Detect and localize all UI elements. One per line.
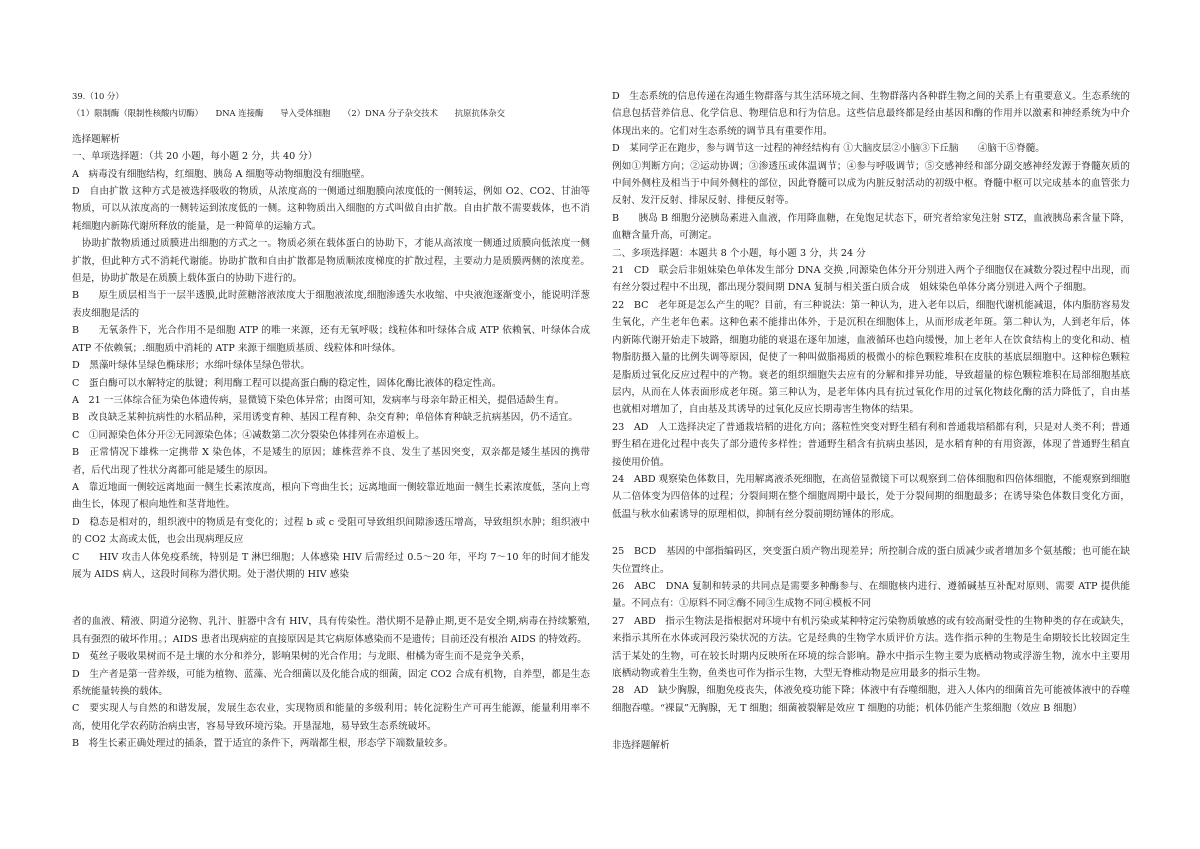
answer-paragraph: D 菟丝子吸收果树而不是土壤的水分和养分，影响果树的光合作用；与龙眼、柑橘为寄生而不是竞争关系， xyxy=(72,651,531,663)
answer-paragraph: 27 ABD 指示生物法是指根据对环境中有机污染或某种特定污染物质敏感的或有较高耐受性的生物种类的存在或缺失，来指示其所在水体或河段污染状况的方法。它是经典的生物学水质评价方法。选作指示种的生物是生命期较长比较固定生活于某处的生物，可在较长时期内反映所在环境的综合影响。静水中指示生物主要为底栖动物或浮游生物，流水中主要用底栖动物或着生生物，鱼类也可作为指示生物，大型无脊椎动物是应用最多的指示生物。 xyxy=(612,615,1130,679)
answer-paragraph: B 改良缺乏某种抗病性的水稻品种，采用诱变育种、基因工程育种、杂交育种；单倍体育种缺乏抗病基因，仍不适宜。 xyxy=(72,412,578,424)
section-one-heading: 一、单项选择题：（共 20 小题，每小题 2 分，共 40 分） xyxy=(72,151,318,163)
q39-title: 39.（10 分） xyxy=(72,91,124,101)
section-two-heading: 二、多项选择题：本题共 8 个小题，每小题 3 分，共 24 分 xyxy=(612,247,866,259)
answer-paragraph: D 自由扩散 这种方式是被选择吸收的物质，从浓度高的一侧通过细胞膜向浓度低的一侧转运，例如 O2、CO2、甘油等物质，可以从浓度高的一侧转运到浓度低的一侧。这种物质出入细胞的方式叫做自由扩散。自由扩散不需要载体，也不消耗细胞内新陈代谢所释放的能量，是一种简单的运输方式。 xyxy=(72,186,590,232)
answer-paragraph: D 黑藻叶绿体呈绿色椭球形；水绵叶绿体呈绿色带状。 xyxy=(72,360,310,372)
left-answers-continued xyxy=(72,613,590,752)
left-answers xyxy=(72,166,590,584)
answer-paragraph: C HIV 攻击人体免疫系统，特别是 T 淋巴细胞；人体感染 HIV 后需经过 0.5～20 年，平均 7～10 年的时间才能发展为 AIDS 病人，这段时间称为潜伏期。处于潜伏期的 HIV 感染 xyxy=(72,551,590,580)
answer-paragraph: A 靠近地面一侧较远离地面一侧生长素浓度高，根向下弯曲生长；远离地面一侧较靠近地面一侧生长素浓度低，茎向上弯曲生长，体现了根向地性和茎背地性。 xyxy=(72,481,590,511)
right-column xyxy=(612,88,1130,755)
section-three-heading: 非选择题解析 xyxy=(612,740,670,752)
answer-paragraph: B 正常情况下雄株一定携带 X 染色体，不是矮生的原因；雄株营养不良、发生了基因突变，双亲都是矮生基因的携带者，后代出现了性状分离都可能是矮生的原因。 xyxy=(72,447,590,476)
answer-paragraph: 22 BC 老年斑是怎么产生的呢？目前，有三种说法：第一种认为，进入老年以后，细胞代谢机能减退，体内脂肪容易发生氧化，产生老年色素。这种色素不能排出体外，于是沉积在细胞体上，从而形成老年斑。第二种认为，人到老年后，体内新陈代谢开始走下坡路，细胞功能的衰退在逐年加速，血液循环也趋向缓慢，加上老年人在饮食结构上的变化和动、植物脂肪摄入量的比例失调等原因，促使了一种叫做脂褐质的极微小的棕色颗粒堆积在皮肤的基底层细胞中。这种棕色颗粒是脂质过氧化反应过程中的产物。衰老的组织细胞失去应有的分解和排异功能，导致超量的棕色颗粒堆积在局部细胞基底层内，从而在人体表面形成老年斑。第三种认为，是老年体内具有抗过氧化作用的过氧化物歧化酶的活力降低了，自由基也就相对增加了，自由基及其诱导的过氧化反应长期毒害生物体的结果。 xyxy=(612,299,1130,416)
answer-paragraph: D 某同学正在跑步，参与调节这一过程的神经结构有 ①大脑皮层②小脑③下丘脑 ④脑干⑤脊髓。 xyxy=(612,143,1045,155)
answer-paragraph: 协助扩散物质通过质膜进出细胞的方式之一。物质必须在载体蛋白的协助下，才能从高浓度一侧通过质膜向低浓度一侧扩散，但此种方式不消耗代谢能。协助扩散和自由扩散都是物质顺浓度梯度的扩散过程，主要动力是质膜两侧的浓度差。但是，协助扩散是在质膜上载体蛋白的协助下进行的。 xyxy=(72,238,590,285)
q39-answer: （1）限制酶（限制性核酸内切酶） DNA 连接酶 导入受体细胞 （2）DNA 分子杂交技术 抗原抗体杂交 xyxy=(72,108,506,119)
answer-paragraph: D 生态系统的信息传递在沟通生物群落与其生活环境之间、生物群落内各种群生物之间的关系上有重要意义。生态系统的信息包括营养信息、化学信息、物理信息和行为信息。这些信息最终都是经由基因和酶的作用并以激素和神经系统为中介体现出来的。它们对生态系统的调节具有重要作用。 xyxy=(612,91,1130,137)
answer-paragraph: 28 AD 缺少胸腺，细胞免疫丧失，体液免疫功能下降；体液中有吞噬细胞，进入人体内的细菌首先可能被体液中的吞噬细胞吞噬。“裸鼠”无胸腺，无 T 细胞；细菌被裂解是效应 T 细胞的功能；机体仍能产生浆细胞（效应 B 细胞） xyxy=(612,685,1130,714)
answer-paragraph: 者的血液、精液、阴道分泌物、乳汁、脏器中含有 HIV，具有传染性。潜伏期不是静止期,更不是安全期,病毒在持续繁殖,具有强烈的破坏作用。；AIDS 患者出现病症的直接原因是其它病原体感染而不是遗传；目前还没有根治 AIDS 的特效药。 xyxy=(72,616,590,645)
multiple-choice-answers-continued xyxy=(612,543,1130,717)
answer-paragraph: D 稳态是相对的，组织液中的物质是有变化的；过程 b 或 c 受阻可导致组织间隙渗透压增高，导致组织水肿；组织液中的 CO2 太高或太低，也会出现病理反应 xyxy=(72,516,590,546)
answer-paragraph: 24 ABD 观察染色体数目，先用解离液杀死细胞，在高倍显微镜下可以观察到二倍体细胞和四倍体细胞，不能观察到细胞从二倍体变为四倍体的过程；分裂间期在整个细胞周期中最长，处于分裂间期的细胞最多；在诱导染色体数目变化方面，低温与秋水仙素诱导的原理相似，抑制有丝分裂前期纺锤体的形成。 xyxy=(612,473,1130,520)
answer-paragraph: C 要实现人与自然的和谐发展，发展生态农业，实现物质和能量的多级利用；转化淀粉生产可再生能源，能量利用率不高，使用化学农药防治病虫害，容易导致环境污染。开垦湿地，易导致生态系统破坏。 xyxy=(72,703,590,732)
answer-paragraph: B 原生质层相当于一层半透膜,此时蔗糖溶液浓度大于细胞液浓度,细胞渗透失水收缩、中央液泡逐渐变小，能说明洋葱表皮细胞是活的 xyxy=(72,290,590,319)
answer-paragraph: 例如①判断方向；②运动协调；③渗透压或体温调节；④参与呼吸调节；⑤交感神经和部分副交感神经发源于脊髓灰质的中间外侧柱及相当于中间外侧柱的部位，因此脊髓可以成为内脏反射活动的初级中枢。脊髓中枢可以完成基本的血管张力反射、发汗反射、排尿反射、排便反射等。 xyxy=(612,160,1130,207)
answer-paragraph: A 病毒没有细胞结构，红细胞、胰岛 A 细胞等动物细胞没有细胞壁。 xyxy=(72,168,371,180)
answer-paragraph: A 21 一三体综合征为染色体遗传病，显微镜下染色体异常；由图可知，发病率与母亲年龄正相关，提倡适龄生育。 xyxy=(72,394,565,406)
left-column xyxy=(72,88,590,753)
answer-paragraph: D 生产者是第一营养级，可能为植物、蓝藻、光合细菌以及化能合成的细菌，固定 CO2 合成有机物，自养型，都是生态系统能量转换的载体。 xyxy=(72,668,590,697)
answer-paragraph: B 无氧条件下，光合作用不是细胞 ATP 的唯一来源，还有无氧呼吸；线粒体和叶绿体合成 ATP 依赖氧、叶绿体合成 ATP 不依赖氧；.细胞质中消耗的 ATP 来源于细胞质基质、线粒体和叶绿体。 xyxy=(72,325,590,354)
answer-paragraph: 25 BCD 基因的中部指编码区，突变蛋白质产物出现差异；所控制合成的蛋白质减少或者增加多个氨基酸；也可能在缺失位置终止。 xyxy=(612,546,1130,575)
right-answers xyxy=(612,88,1130,245)
answer-paragraph: B 胰岛 B 细胞分泌胰岛素进入血液，作用降血糖，在兔饱足状态下，研究者给家兔注射 STZ，血液胰岛素含量下降，血糖含量升高，可测定。 xyxy=(612,212,1130,242)
answer-paragraph: 26 ABC DNA 复制和转录的共同点是需要多种酶参与、在细胞核内进行、遵循碱基互补配对原则、需要 ATP 提供能量。不同点有：①原料不同②酶不同③生成物不同④模板不同 xyxy=(612,580,1130,610)
answer-paragraph: B 将生长素正确处理过的插条，置于适宜的条件下，两端都生根，形态学下端数量较多。 xyxy=(72,738,454,750)
answer-paragraph: C 蛋白酶可以水解特定的肽键；利用酶工程可以提高蛋白酶的稳定性，固体化酶比液体的稳定性高。 xyxy=(72,377,502,389)
answer-paragraph: 21 CD 联会后非姐妹染色单体发生部分 DNA 交换 ,同源染色体分开分别进入两个子细胞仅在减数分裂过程中出现，而有丝分裂过程中不出现，都出现分裂间期 DNA 复制与相关蛋白质合成 姐妹染色单体分离分别进入两个子细胞。 xyxy=(612,265,1130,294)
section-title: 选择题解析 xyxy=(72,133,120,145)
multiple-choice-answers xyxy=(612,262,1130,523)
answer-paragraph: 23 AD 人工选择决定了普通栽培稻的进化方向；落粒性突变对野生稻有利和普通栽培稻都有利，只是对人类不利；普通野生稻在进化过程中丧失了部分遗传多样性；普通野生稻含有抗病虫基因，是水稻育种的有用资源，体现了普通野生稻直接使用价值。 xyxy=(612,421,1130,468)
answer-paragraph: C ①同源染色体分开②无同源染色体；④减数第二次分裂染色体排列在赤道板上。 xyxy=(72,429,425,441)
